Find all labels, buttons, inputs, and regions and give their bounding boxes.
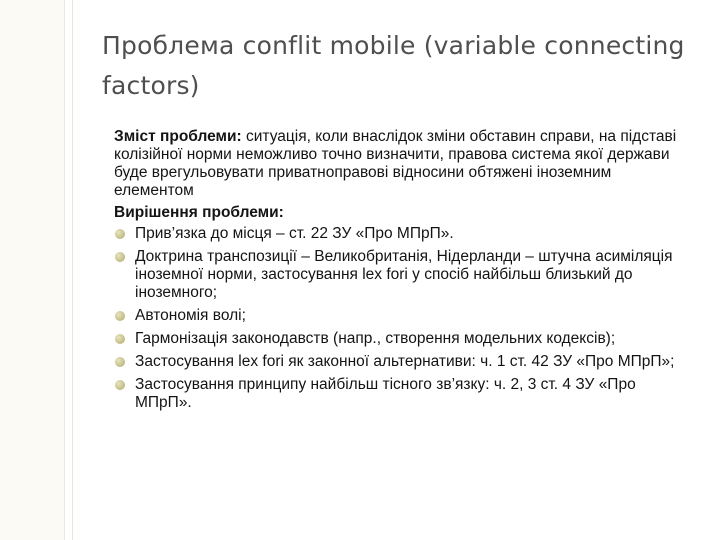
bullet-icon — [115, 334, 125, 344]
slide-title: Проблема conflit mobile (variable connecting factors) — [102, 31, 685, 100]
list-item — [114, 225, 689, 243]
list-item — [114, 376, 689, 412]
list-item — [114, 307, 689, 325]
list-item — [114, 330, 689, 348]
bullet-icon — [115, 229, 125, 239]
solution-list — [114, 225, 689, 412]
decorative-vertical-line — [72, 0, 73, 540]
solution-heading: Вирішення проблеми: — [114, 204, 284, 221]
decorative-side-panel — [0, 0, 65, 540]
list-item-text: Гармонізація законодавств (напр., створення модельних кодексів); — [135, 330, 616, 347]
list-item-text: Застосування принципу найбільш тісного зв’язку: ч. 2, 3 ст. 4 ЗУ «Про МПрП». — [135, 376, 636, 411]
list-item — [114, 248, 689, 302]
bullet-icon — [115, 357, 125, 367]
list-item — [114, 353, 689, 371]
list-item-text: Доктрина транспозиції – Великобританія, Нідерланди – штучна асиміляція іноземної норми, застосування lex fori у спосіб найбільш близький до іноземного; — [135, 248, 673, 301]
list-item-text: Застосування lex fori як законної альтернативи: ч. 1 ст. 42 ЗУ «Про МПрП»; — [135, 353, 675, 370]
list-item-text: Автономія волі; — [135, 307, 246, 324]
problem-text: ситуація, коли внаслідок зміни обставин справи, на підставі колізійної норми неможливо точно визначити, правова система якої держави буде врегульовувати приватноправові відносини обтяжені іноземним елементом — [114, 128, 677, 199]
slide-body — [114, 128, 689, 417]
problem-label: Зміст проблеми: — [114, 128, 242, 145]
list-item-text: Прив’язка до місця – ст. 22 ЗУ «Про МПрП». — [135, 225, 454, 242]
bullet-icon — [115, 252, 125, 262]
bullet-icon — [115, 311, 125, 321]
problem-paragraph — [114, 128, 689, 200]
bullet-icon — [115, 380, 125, 390]
